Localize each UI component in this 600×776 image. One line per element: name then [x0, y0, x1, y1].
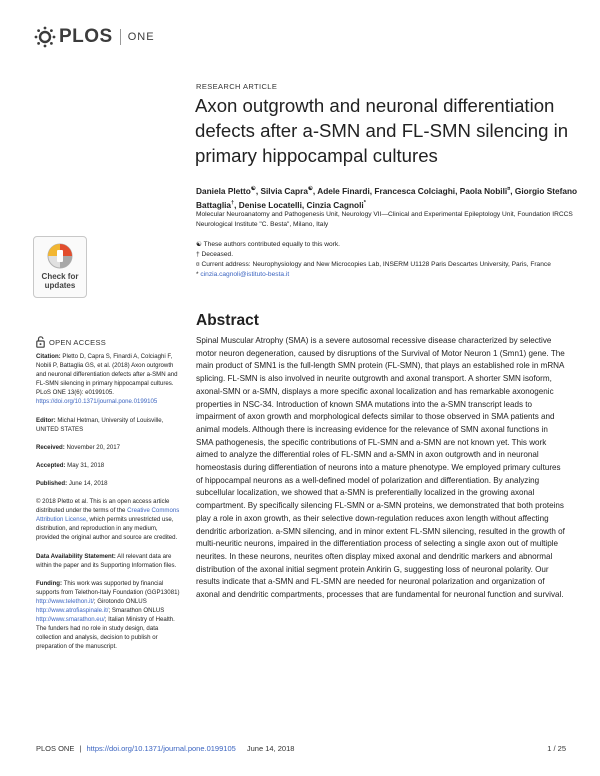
data-availability-text: All relevant data are within the paper and its Supporting Information files.: [36, 552, 177, 569]
received-date: November 20, 2017: [66, 443, 121, 451]
note-equal: ☯ These authors contributed equally to this work.: [196, 241, 340, 248]
funding-link-smarathon[interactable]: http://www.smarathon.eu/: [36, 616, 105, 624]
author-name: Adele Finardi: [317, 185, 370, 196]
editor-text: Michal Hetman, University of Louisville, UNITED STATES: [36, 416, 164, 433]
plos-logo: [34, 26, 155, 48]
copyright-text-end: , which permits unrestricted use, distribution, and reproduction in any medium, provided the original author and source are credited.: [36, 516, 178, 542]
author-list: Daniela Pletto☯, Silvia Capra☯, Adele Finardi, Francesca Colciaghi, Paola Nobili¤, Giorgio Stefano Battaglia†, Denise Locatelli, Cinzia Cagnoli*: [196, 185, 578, 211]
author-mark: ☯: [307, 186, 313, 192]
page-number: 1 / 25: [547, 744, 566, 753]
citation-doi-link[interactable]: https://doi.org/10.1371/journal.pone.0199105: [36, 398, 158, 406]
accepted-date: May 31, 2018: [67, 461, 105, 469]
funding-text: ; Girotondo ONLUS: [93, 597, 147, 605]
open-access-label: [36, 336, 106, 348]
note-current-address: ¤ Current address: Neurophysiology and New Microcopies Lab, INSERM U1128 Paris Descartes University, Paris, France: [196, 261, 551, 268]
footer-separator: |: [79, 744, 82, 753]
plos-logo-icon: [34, 26, 56, 48]
funding-text: ; Smarathon ONLUS: [108, 606, 165, 614]
editor-block: [36, 416, 182, 434]
data-availability-block: [36, 552, 182, 570]
author-name: Francesca Colciaghi: [374, 185, 456, 196]
copyright-block: [36, 497, 182, 542]
author-name: Cinzia Cagnoli: [306, 200, 364, 211]
published-block: [36, 479, 182, 488]
data-availability-label: Data Availability Statement:: [36, 552, 116, 560]
funding-text: This work was supported by financial supports from Telethon-Italy Foundation (GGP13081): [36, 579, 180, 596]
abstract-heading: Abstract: [196, 312, 259, 329]
page-footer: [36, 744, 566, 753]
note-email: * cinzia.cagnoli@istituto-besta.it: [196, 271, 290, 278]
author-name: Silvia Capra: [260, 185, 308, 196]
author-notes: [196, 240, 581, 280]
copyright-text: © 2018 Pletto et al. This is an open access article distributed under the terms of the: [36, 498, 170, 515]
author-mark: ¤: [507, 186, 511, 192]
article-type: RESEARCH ARTICLE: [196, 82, 278, 91]
logo-divider: [120, 29, 121, 45]
article-title: Axon outgrowth and neuronal differentiation defects after a-SMN and FL-SMN silencing in primary hippocampal cultures: [195, 95, 569, 166]
published-date: June 14, 2018: [68, 479, 108, 487]
funding-label: Funding:: [36, 579, 63, 587]
author-name: Daniela Pletto: [196, 185, 251, 196]
citation-label: Citation:: [36, 353, 61, 360]
crossmark-line2: updates: [44, 281, 76, 290]
funding-text: ; Italian Ministry of Health. The funders had no role in study design, data collection and analysis, decision to publish or preparation of the manuscript.: [36, 616, 175, 651]
published-label: Published:: [36, 479, 68, 487]
abstract-text: Spinal Muscular Atrophy (SMA) is a severe autosomal recessive disease characterized by selective motor neuron degeneration, caused by disruptions of the Survival of Motor Neuron 1 (Smn1) gene. The main product of SMN1 is the full-length SMN protein (FL-SMN), that plays an established role in mRNA splicing. FL-SMN is also involved in neurite outgrowth and axonal transport. A shorter SMN isoform, axonal-SMN or a-SMN, displays a more specific axonal localization and has remarkable axonogenic properties in NSC-34. Introduction of known SMA mutations into the a-SMN transcript leads to impairment of axon growth and morphological defects similar to those observed in SMA patients and animal models. Although there is increasing evidence for the relevance of SMN axonal functions in SMA pathogenesis, the specific contributions of FL-SMN and a-SMN are not known yet. This work aimed to analyze the differential roles of FL-SMN and a-SMN in axon outgrowth and in neuronal homeostasis during differentiation of neurons into a mature phenotype. We employed primary cultures of hippocampal neurons as a well-defined model of polarization and differentiation. By analyzing subcellular localization, we showed that a-SMN is preferentially localized in the growing axonal compartment. By specifically silencing FL-SMN or a-SMN proteins, we demonstrated that both proteins play a role in axon growth, as their selective down-regulation reduces axon length without affecting dendritic arborization. a-SMN silencing, and in minor extent FL-SMN silencing, resulted in the growth of multi-neuritic neurons, impaired in the differentiation process of selecting a single axon out of multiple neurites. In these neurons, neurites often display mixed axonal and dendritic markers and abnormal distribution of the axonal initial segment protein Ankirin G, suggesting loss of neuronal polarity. Our results indicate that a-SMN and FL-SMN are needed for neuronal polarization and organization of axonal and dendritic compartments, processes that are fundamental for neuronal function and survival.: [196, 336, 565, 600]
citation-block: [36, 352, 182, 407]
funding-link-telethon[interactable]: http://www.telethon.it/: [36, 597, 94, 605]
crossmark-line1: Check for: [41, 272, 79, 281]
note-deceased: † Deceased.: [196, 251, 234, 258]
received-label: Received:: [36, 443, 65, 451]
crossmark-label: [42, 272, 79, 290]
accepted-block: [36, 461, 182, 470]
footer-date: June 14, 2018: [246, 744, 295, 753]
footer-doi-link[interactable]: https://doi.org/10.1371/journal.pone.0199105: [86, 744, 236, 753]
footer-left: [36, 744, 297, 753]
open-lock-icon: [36, 336, 45, 348]
author-name: Giorgio Stefano Battaglia: [196, 185, 578, 211]
author-mark: †: [231, 200, 235, 207]
email-link[interactable]: cinzia.cagnoli@istituto-besta.it: [200, 271, 290, 278]
author-mark: ☯: [250, 186, 256, 192]
check-for-updates-badge[interactable]: [33, 236, 87, 298]
article-sidebar: [36, 352, 182, 660]
author-name: Paola Nobili: [459, 185, 508, 196]
affiliation: Molecular Neuroanatomy and Pathogenesis Unit, Neurology VII—Clinical and Experimental Epileptology Unit, Foundation IRCCS Neurological Institute "C. Besta", Milano, Italy: [196, 211, 573, 228]
author-mark: *: [363, 200, 366, 207]
crossmark-icon: [47, 243, 73, 269]
footer-journal: PLOS ONE: [36, 744, 75, 753]
received-block: [36, 443, 182, 452]
funding-link-atrofia[interactable]: http://www.atrofiaspinale.it/: [36, 606, 109, 614]
license-link[interactable]: Creative Commons Attribution License: [36, 507, 180, 524]
author-name: Denise Locatelli: [238, 200, 302, 211]
editor-label: Editor:: [36, 416, 56, 424]
accepted-label: Accepted:: [36, 461, 66, 469]
citation-text: Pletto D, Capra S, Finardi A, Colciaghi F, Nobili P, Battaglia GS, et al. (2018) Axon outgrowth and neuronal differentiation defects after a-SMN and FL-SMN silencing in primary hippocampal cultures. PLoS ONE 13(6): e0199105.: [36, 353, 178, 397]
logo-plos-text: PLOS: [59, 26, 113, 47]
open-access-text: OPEN ACCESS: [49, 337, 107, 347]
logo-one-text: ONE: [127, 31, 155, 43]
funding-block: [36, 579, 182, 652]
